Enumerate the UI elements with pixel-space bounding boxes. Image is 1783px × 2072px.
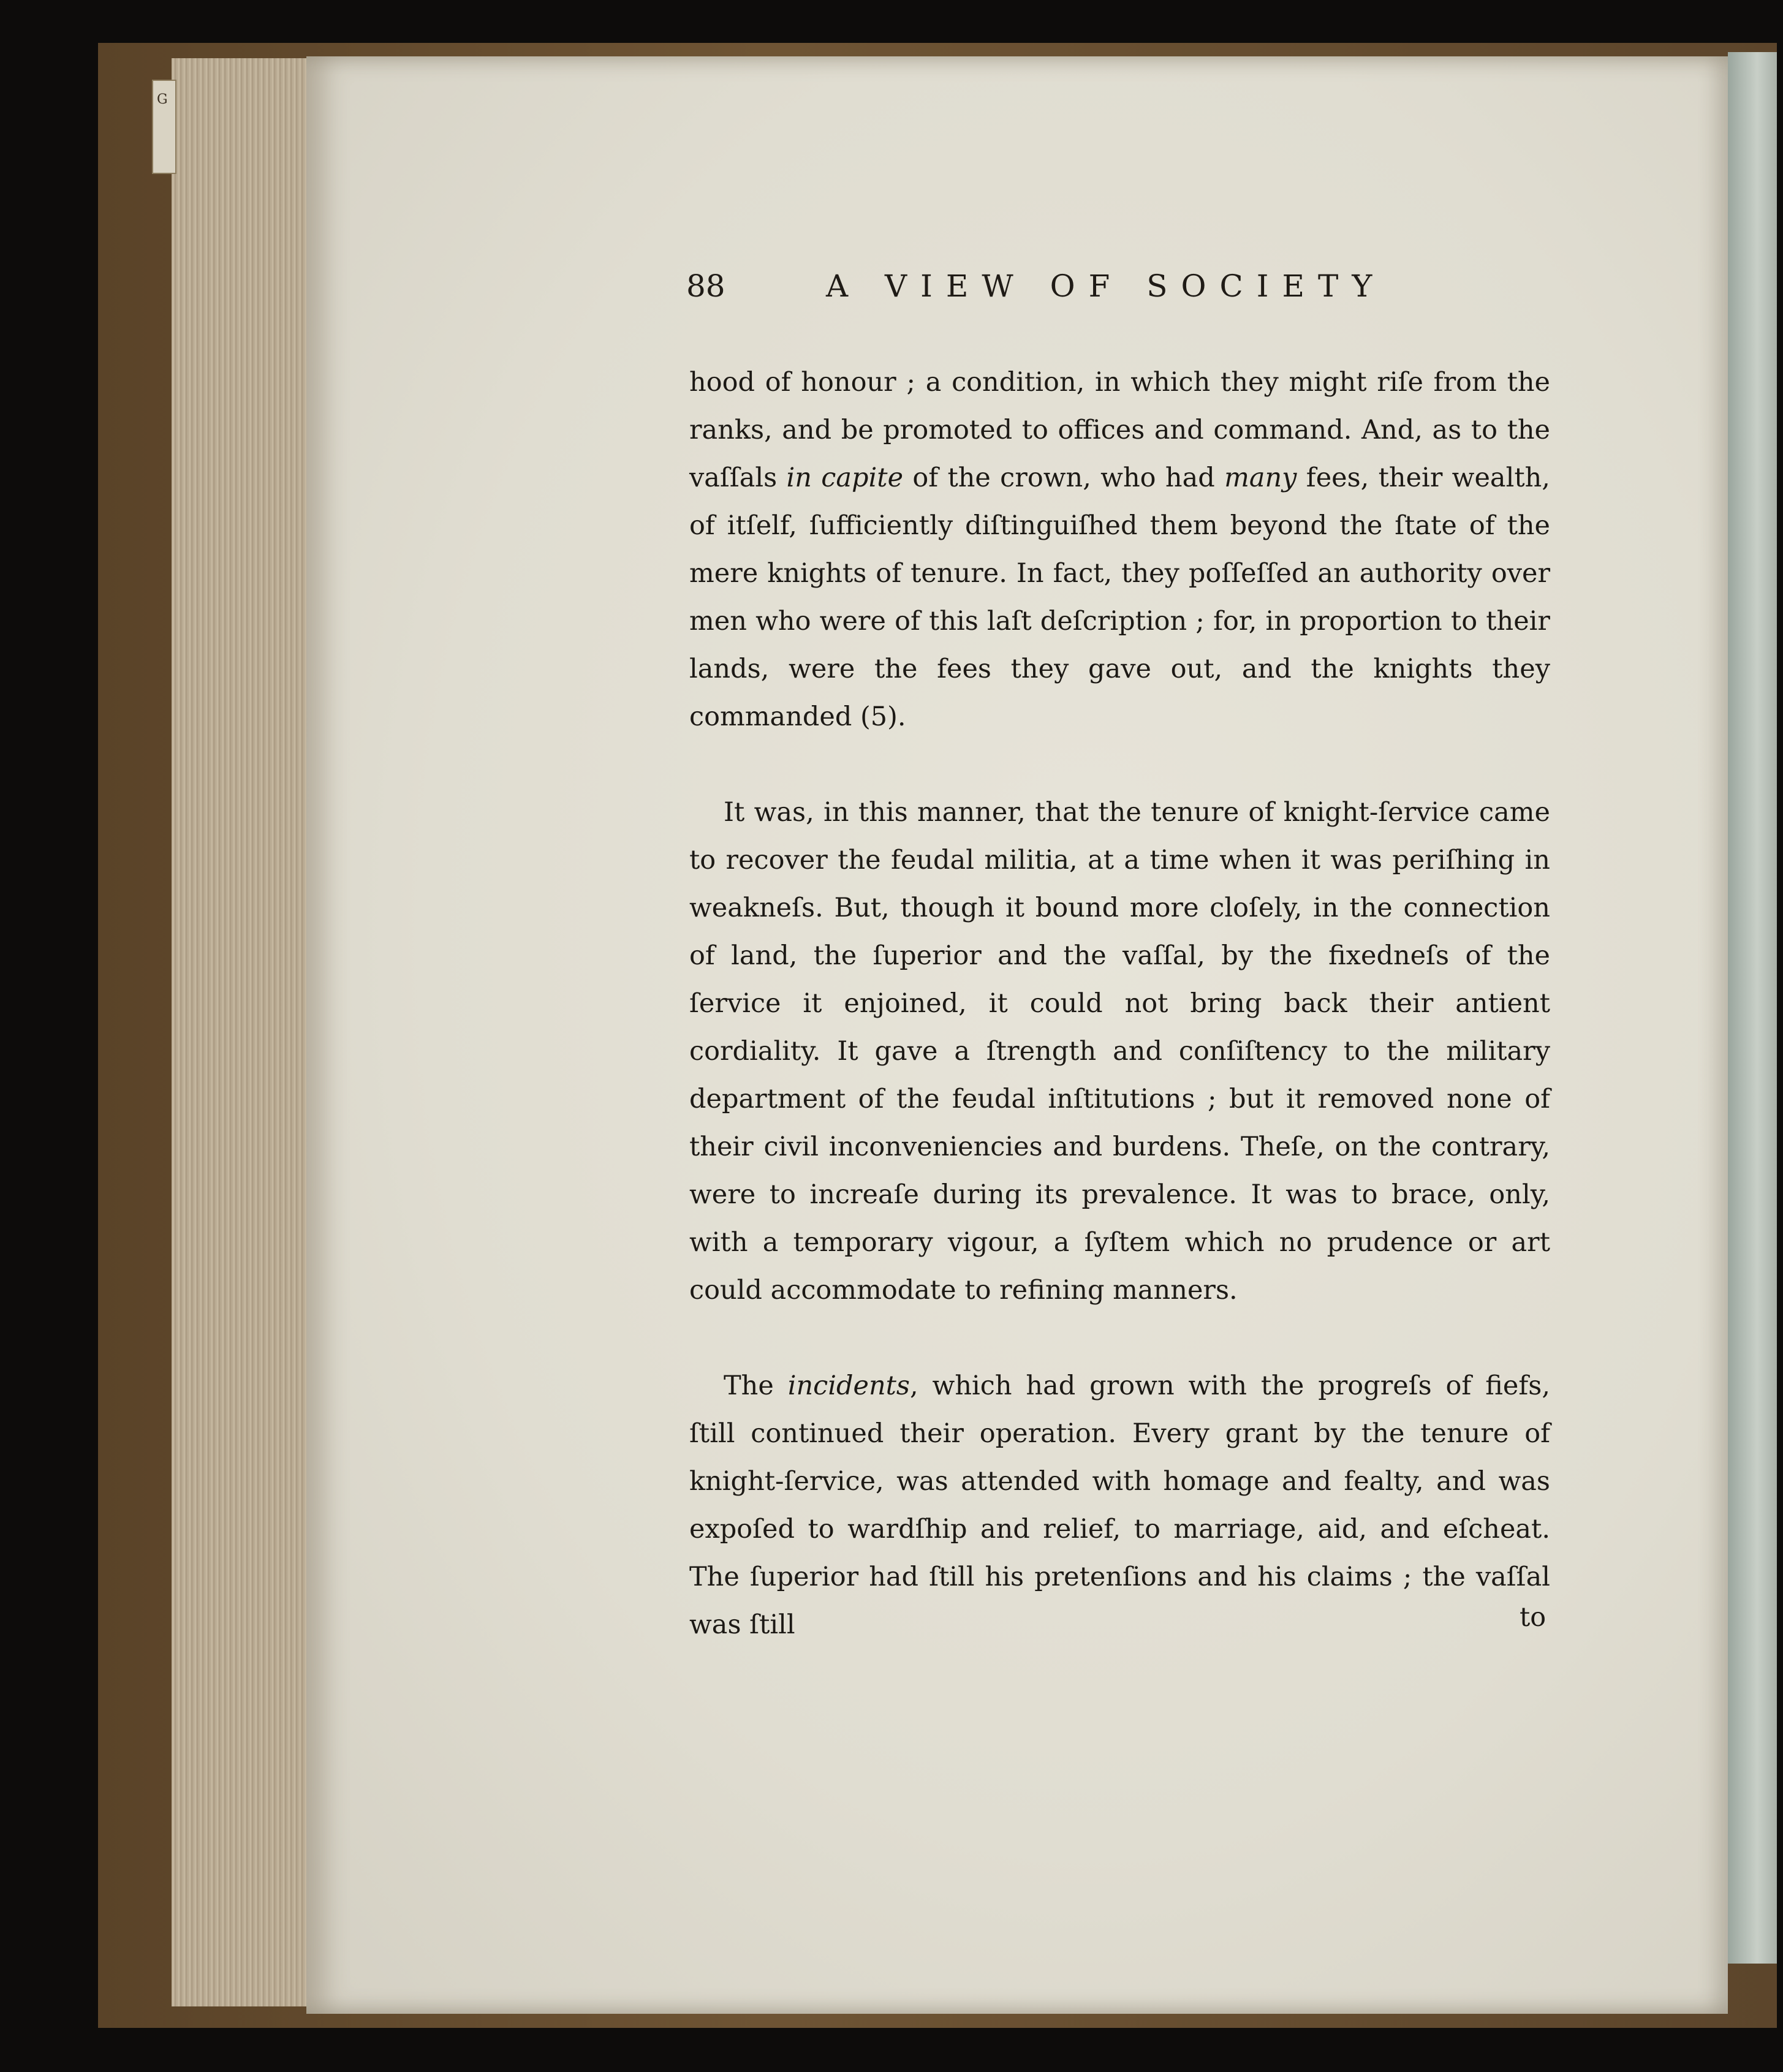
- body-text: [689, 358, 1550, 1649]
- page-edges: [172, 58, 312, 2006]
- tab-letter: G: [157, 92, 168, 107]
- italic-incidents: incidents: [787, 1371, 910, 1401]
- page-header: [686, 268, 1409, 317]
- paragraph-3-text-b: , which had grown with the progreſs of fiefs, ſtill continued their operation. Every grant by the tenure of knight-ſervice, was attended with homage and fealty, and was expoſed to wardſhip and relief, to marriage, aid, and eſcheat. The ſuperior had ſtill his pretenſions and his claims ; the vaſſal was ſtill: [689, 1371, 1550, 1640]
- paragraph-1: [689, 358, 1550, 741]
- italic-in-capite: in capite: [786, 463, 904, 493]
- paragraph-1-text-a: hood of honour ; a condition, in which they might riſe from the ranks, and be promoted to offices and command. And, as to the vaſſals: [689, 367, 1550, 493]
- paragraph-3: [689, 1362, 1550, 1649]
- paragraph-1-text-c: fees, their wealth, of itſelf, ſufficiently diſtinguiſhed them beyond the ſtate of the mere knights of tenure. In fact, they poſſeſſed an authority over men who were of this laſt deſcription ; for, in proportion to their lands, were the fees they gave out, and the knights they commanded (5).: [689, 463, 1550, 732]
- paragraph-2: It was, in this manner, that the tenure of knight-ſervice came to recover the feudal militia, at a time when it was periſhing in weakneſs. But, though it bound more cloſely, in the connection of land, the ſuperior and the vaſſal, by the fixedneſs of the ſervice it enjoined, it could not bring back their antient cordiality. It gave a ſtrength and conſiſtency to the military department of the feudal inſtitutions ; but it removed none of their civil inconveniencies and burdens. Theſe, on the contrary, were to increaſe during its prevalence. It was to brace, only, with a temporary vigour, a ſyſtem which no prudence or art could accommodate to refining manners.: [689, 797, 1550, 1306]
- page-number: 88: [686, 268, 725, 304]
- facing-page-edge: [1728, 52, 1777, 1964]
- catchword: to: [1520, 1602, 1546, 1633]
- italic-many: many: [1224, 463, 1297, 493]
- paragraph-1-text-b: of the crown, who had: [903, 463, 1225, 493]
- paragraph-3-text-a: The: [724, 1371, 788, 1401]
- running-title: A VIEW OF SOCIETY: [826, 268, 1386, 304]
